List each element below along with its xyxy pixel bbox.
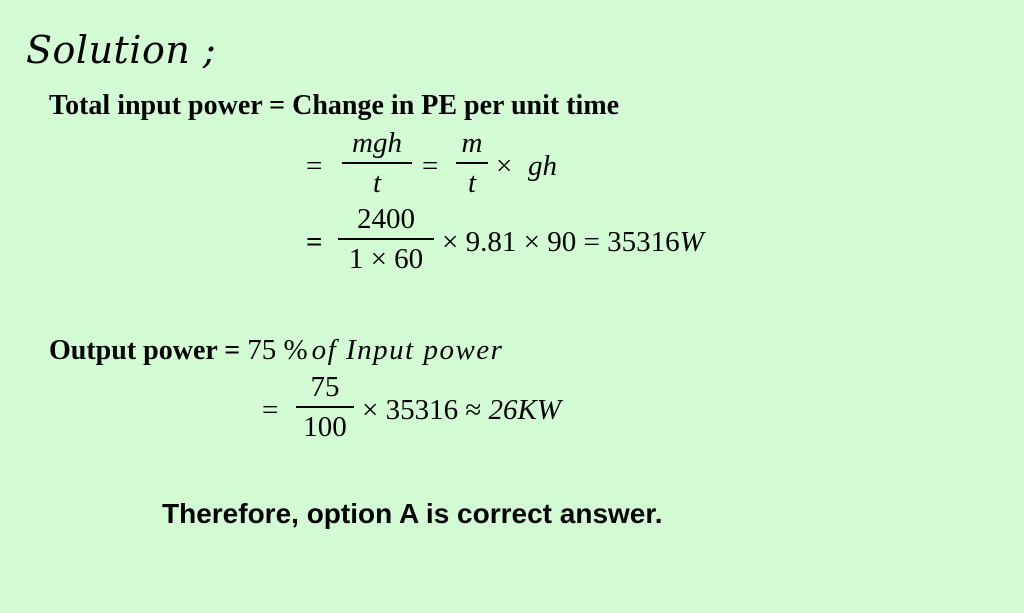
fraction-mgh-over-t <box>342 126 412 200</box>
fraction-bar <box>456 162 488 164</box>
fraction-bar <box>342 162 412 164</box>
fraction-bar <box>296 406 354 408</box>
fraction-denominator: t <box>467 167 477 199</box>
gh-term: gh <box>528 150 557 182</box>
equals-sign: = <box>306 226 323 258</box>
unit-watt: W <box>679 226 704 258</box>
conclusion-text: Therefore, option A is correct answer. <box>162 498 663 529</box>
fraction-denominator: 100 <box>303 411 347 443</box>
percent-value: 75 % <box>247 334 308 366</box>
fraction-denominator: 1 × 60 <box>348 243 424 275</box>
fraction-m-over-t <box>456 126 488 200</box>
equals-sign: = <box>306 150 323 182</box>
approximation-expression <box>362 394 561 427</box>
total-input-power-label: Total input power = Change in PE per unit time <box>49 90 620 121</box>
equals-sign: = <box>422 150 439 182</box>
of-input-power-text: of Input power <box>311 334 504 366</box>
equals-sign: = <box>262 394 279 426</box>
fraction-numerator: m <box>461 127 483 159</box>
fraction-2400-over-60 <box>338 202 434 276</box>
result-value: 26KW <box>488 394 562 426</box>
fraction-numerator: 75 <box>310 371 340 403</box>
output-power-label: Output power = <box>49 335 248 366</box>
calculation-expression <box>442 226 704 259</box>
fraction-numerator: mgh <box>352 127 402 159</box>
approximation-text: × 35316 ≈ <box>362 394 482 426</box>
fraction-denominator: t <box>372 167 382 199</box>
output-power-line <box>49 334 503 367</box>
calculation-text: × 9.81 × 90 = 35316 <box>442 226 680 258</box>
fraction-numerator: 2400 <box>357 203 415 235</box>
fraction-bar <box>338 238 434 240</box>
times-sign: × <box>496 150 513 182</box>
solution-heading: Solution ; <box>26 28 217 72</box>
fraction-75-over-100 <box>296 370 354 444</box>
